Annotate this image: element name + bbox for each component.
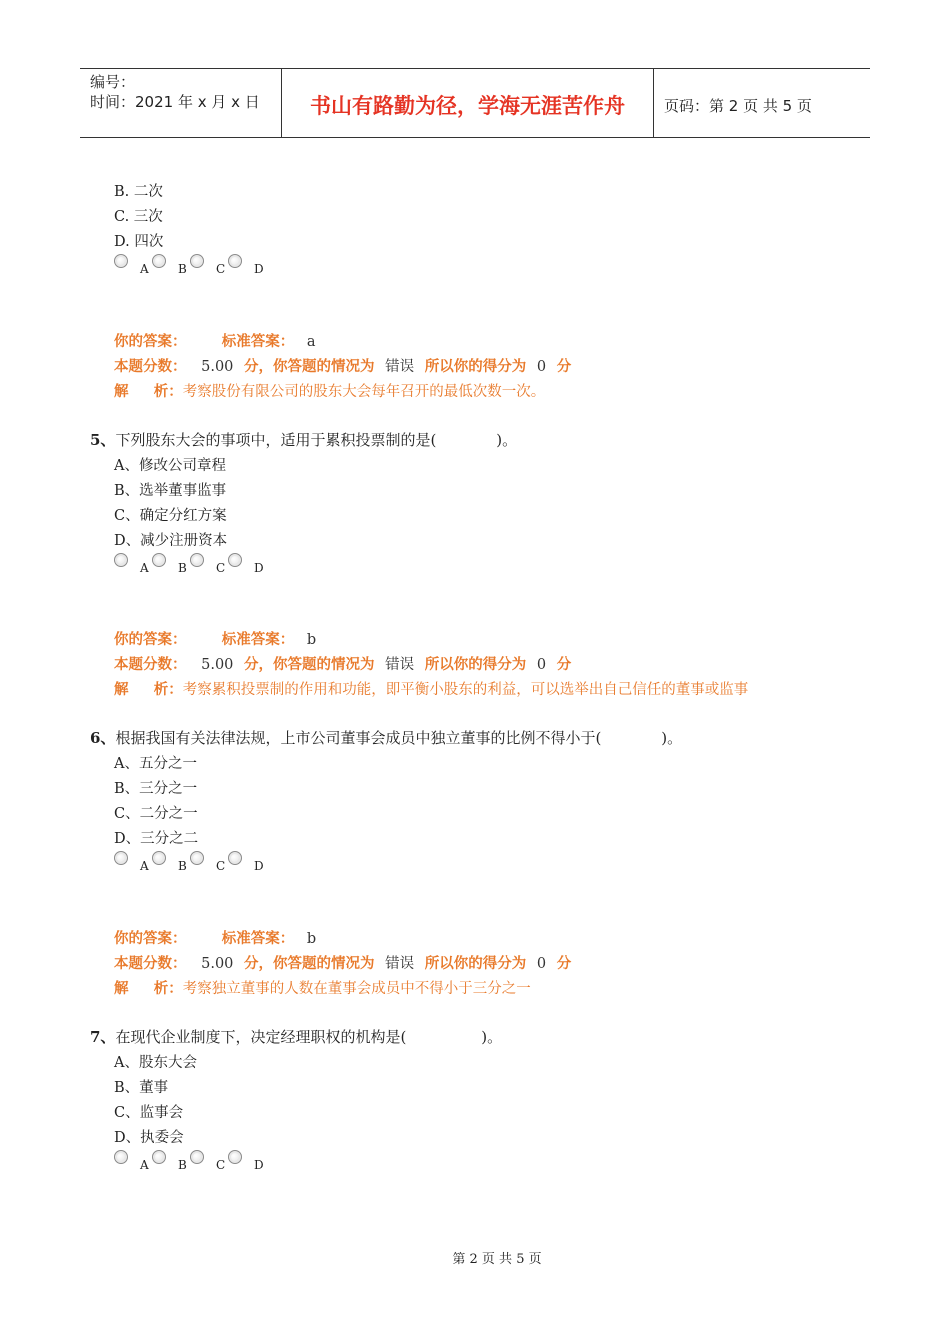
q4-analysis-line	[114, 380, 545, 401]
earned-score: 0	[536, 956, 547, 972]
q6-number: 6、	[90, 729, 116, 747]
q5-analysis: 考察累积投票制的作用和功能，即平衡小股东的利益，可以选举出自己信任的董事或监事	[182, 682, 749, 698]
q7-option-b: B、董事	[114, 1080, 169, 1096]
score-label: 本题分数：	[114, 656, 187, 673]
q7-radio-group	[114, 1150, 266, 1172]
your-answer-label: 你的答案：	[114, 333, 187, 350]
q6-score-line	[114, 952, 571, 973]
header-meta	[80, 69, 282, 137]
radio-label: C	[216, 859, 226, 873]
q4-analysis: 考察股份有限公司的股东大会每年召开的最低次数一次。	[182, 384, 546, 400]
status-text: 错误	[385, 956, 415, 972]
q7-option-a: A、股东大会	[114, 1055, 197, 1071]
q5-text: 下列股东大会的事项中，适用于累积投票制的是( )。	[115, 431, 518, 449]
radio-label: C	[216, 262, 226, 276]
score-label: 本题分数：	[114, 955, 187, 972]
score-mid: 分，你答题的情况为	[244, 955, 375, 972]
header-motto: 书山有路勤为径，学海无涯苦作舟	[282, 69, 654, 137]
q6-analysis-line	[114, 977, 531, 998]
q5-score-line	[114, 653, 571, 674]
radio-label: A	[140, 262, 149, 276]
q6-std-answer: b	[306, 931, 317, 947]
score-value: 5.00	[201, 359, 234, 375]
q6-option-c: C、二分之一	[114, 806, 198, 822]
radio-label: D	[254, 1158, 264, 1172]
score-mid: 分，你答题的情况为	[244, 358, 375, 375]
radio-label: B	[178, 1158, 187, 1172]
score-suffix: 所以你的得分为	[424, 358, 527, 375]
number-label: 编号：	[90, 73, 136, 91]
q7-number: 7、	[90, 1028, 116, 1046]
q6-option-a: A、五分之一	[114, 756, 197, 772]
score-suffix: 所以你的得分为	[424, 656, 527, 673]
time-label: 时间：2021 年 x 月 x 日	[90, 93, 260, 111]
q7-text: 在现代企业制度下，决定经理职权的机构是( )。	[115, 1028, 503, 1046]
radio-label: B	[178, 561, 187, 575]
q5-option-b: B、选举董事监事	[114, 483, 227, 499]
q4-radio-group	[114, 254, 266, 276]
radio-label: A	[140, 561, 149, 575]
q5-title	[90, 429, 517, 450]
score-unit: 分	[556, 358, 572, 375]
radio-label: B	[178, 262, 187, 276]
earned-score: 0	[536, 359, 547, 375]
your-answer-label: 你的答案：	[114, 631, 187, 648]
earned-score: 0	[536, 657, 547, 673]
q5-radio-group	[114, 553, 266, 575]
header-page-info: 页码：第 2 页 共 5 页	[664, 96, 812, 115]
your-answer-label: 你的答案：	[114, 930, 187, 947]
radio-label: C	[216, 561, 226, 575]
score-unit: 分	[556, 955, 572, 972]
q5-option-a: A、修改公司章程	[114, 458, 226, 474]
q4-option-d: D. 四次	[114, 234, 164, 250]
q5-answer-line	[114, 628, 316, 649]
page-header	[80, 68, 870, 138]
q5-option-d: D、减少注册资本	[114, 533, 228, 549]
q6-option-b: B、三分之一	[114, 781, 198, 797]
q4-answer-line	[114, 330, 315, 351]
radio-label: A	[140, 859, 149, 873]
q4-std-answer: a	[306, 334, 316, 350]
q4-option-b: B. 二次	[114, 184, 163, 200]
score-value: 5.00	[201, 657, 234, 673]
radio-label: D	[254, 561, 264, 575]
q5-analysis-line	[114, 678, 748, 699]
std-answer-label: 标准答案：	[221, 333, 295, 350]
radio-label: C	[216, 1158, 226, 1172]
score-mid: 分，你答题的情况为	[244, 656, 375, 673]
q6-analysis: 考察独立董事的人数在董事会成员中不得小于三分之一	[182, 981, 531, 997]
q6-title	[90, 727, 682, 748]
q5-number: 5、	[90, 431, 116, 449]
status-text: 错误	[385, 359, 415, 375]
score-label: 本题分数：	[114, 358, 187, 375]
std-answer-label: 标准答案：	[221, 631, 295, 648]
radio-label: A	[140, 1158, 149, 1172]
analysis-label: 解 析：	[114, 980, 183, 997]
q6-radio-group	[114, 851, 266, 873]
score-unit: 分	[556, 656, 572, 673]
q5-option-c: C、确定分红方案	[114, 508, 227, 524]
radio-label: D	[254, 262, 264, 276]
analysis-label: 解 析：	[114, 383, 183, 400]
q6-option-d: D、三分之二	[114, 831, 199, 847]
q7-option-c: C、监事会	[114, 1105, 184, 1121]
q4-score-line	[114, 355, 571, 376]
radio-label: D	[254, 859, 264, 873]
q6-text: 根据我国有关法律法规，上市公司董事会成员中独立董事的比例不得小于( )。	[115, 729, 683, 747]
score-value: 5.00	[201, 956, 234, 972]
q7-title	[90, 1026, 502, 1047]
score-suffix: 所以你的得分为	[424, 955, 527, 972]
radio-label: B	[178, 859, 187, 873]
analysis-label: 解 析：	[114, 681, 183, 698]
page-footer: 第 2 页 共 5 页	[452, 1252, 542, 1267]
q7-option-d: D、执委会	[114, 1130, 184, 1146]
status-text: 错误	[385, 657, 415, 673]
std-answer-label: 标准答案：	[221, 930, 295, 947]
q4-option-c: C. 三次	[114, 209, 163, 225]
q6-answer-line	[114, 927, 316, 948]
q5-std-answer: b	[306, 632, 317, 648]
